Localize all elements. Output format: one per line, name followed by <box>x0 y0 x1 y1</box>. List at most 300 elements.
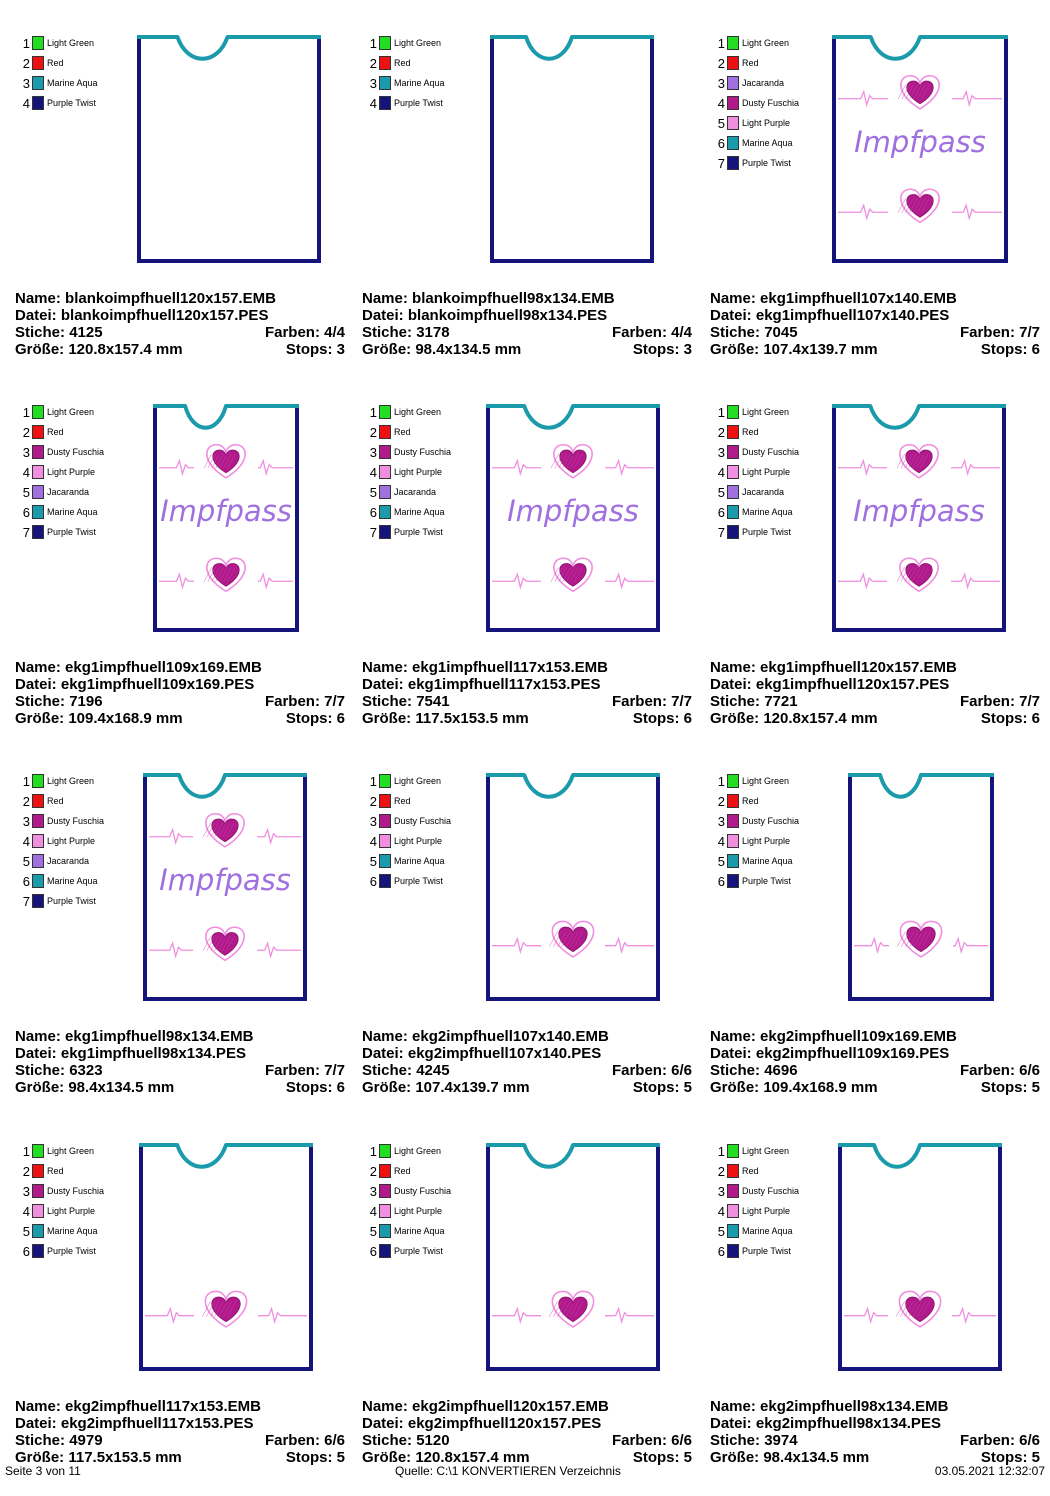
stops-label: Stops: <box>632 710 680 727</box>
design-preview <box>134 1139 318 1376</box>
legend-color-name: Purple Twist <box>394 876 443 886</box>
legend-number: 4 <box>22 1203 30 1219</box>
color-swatch <box>379 1164 391 1178</box>
file-label: Datei: <box>710 1415 752 1432</box>
legend-color-name: Purple Twist <box>47 896 96 906</box>
color-swatch <box>727 854 739 868</box>
legend-number: 7 <box>22 524 30 540</box>
color-swatch <box>379 485 391 499</box>
legend-row <box>20 771 104 791</box>
color-swatch <box>727 525 739 539</box>
legend-color-name: Purple Twist <box>742 158 791 168</box>
legend-row <box>367 502 451 522</box>
color-swatch <box>32 834 44 848</box>
legend-row <box>20 502 104 522</box>
legend-number: 5 <box>22 853 30 869</box>
stitch-count: 6323 <box>69 1062 103 1079</box>
file-label: Datei: <box>710 307 752 324</box>
legend-color-name: Light Purple <box>47 1206 96 1216</box>
stitches-label: Stiche: <box>362 324 413 341</box>
legend-number: 1 <box>369 404 377 420</box>
legend-color-name: Purple Twist <box>742 876 791 886</box>
legend-row <box>20 93 98 113</box>
color-count: 6/6 <box>1019 1062 1040 1079</box>
design-info <box>710 1028 1040 1096</box>
legend-number: 1 <box>22 1143 30 1159</box>
legend-color-name: Marine Aqua <box>47 507 98 517</box>
design-card <box>15 766 345 1126</box>
legend-number: 1 <box>717 404 725 420</box>
legend-number: 1 <box>22 773 30 789</box>
legend-number: 4 <box>22 95 30 111</box>
legend-number: 4 <box>22 833 30 849</box>
legend-number: 7 <box>369 524 377 540</box>
stop-count: 6 <box>336 710 345 727</box>
design-card <box>15 28 345 388</box>
design-info <box>710 290 1040 358</box>
legend-color-name: Purple Twist <box>742 527 791 537</box>
legend-color-name: Red <box>394 58 411 68</box>
color-swatch <box>727 1184 739 1198</box>
legend-color-name: Light Green <box>47 407 95 417</box>
color-count: 7/7 <box>324 1062 345 1079</box>
stitch-count: 4696 <box>764 1062 798 1079</box>
design-size: 109.4x168.9 mm <box>763 1079 878 1096</box>
size-label: Größe: <box>362 1079 412 1096</box>
design-name: ekg1impfhuell107x140.EMB <box>760 290 957 307</box>
legend-color-name: Purple Twist <box>47 1246 96 1256</box>
legend-row <box>367 482 451 502</box>
color-swatch <box>379 36 391 50</box>
name-label: Name: <box>362 290 408 307</box>
legend-number: 2 <box>369 55 377 71</box>
legend-color-name: Light Purple <box>742 836 791 846</box>
legend-number: 2 <box>717 424 725 440</box>
size-label: Größe: <box>15 1449 65 1466</box>
legend-number: 1 <box>22 35 30 51</box>
legend-color-name: Marine Aqua <box>394 78 445 88</box>
design-size: 98.4x134.5 mm <box>68 1079 175 1096</box>
legend-row <box>20 402 104 422</box>
legend-number: 3 <box>369 444 377 460</box>
legend-color-name: Light Green <box>47 776 95 786</box>
impfpass-text: Impfpass <box>160 493 292 528</box>
color-swatch <box>727 794 739 808</box>
legend-color-name: Dusty Fuschia <box>47 447 105 457</box>
legend-number: 4 <box>369 1203 377 1219</box>
name-label: Name: <box>15 1398 61 1415</box>
legend-row <box>715 33 799 53</box>
color-count: 7/7 <box>1019 693 1040 710</box>
legend-row <box>20 73 98 93</box>
legend-color-name: Light Purple <box>47 467 96 477</box>
color-count: 7/7 <box>671 693 692 710</box>
design-size: 107.4x139.7 mm <box>415 1079 530 1096</box>
stops-label: Stops: <box>980 341 1028 358</box>
legend-row <box>367 1161 451 1181</box>
legend-color-name: Light Purple <box>742 118 791 128</box>
legend-number: 3 <box>717 813 725 829</box>
legend-color-name: Purple Twist <box>47 527 96 537</box>
color-swatch <box>32 505 44 519</box>
file-label: Datei: <box>15 1415 57 1432</box>
size-label: Größe: <box>362 341 412 358</box>
design-card <box>710 397 1040 757</box>
design-size: 120.8x157.4 mm <box>68 341 183 358</box>
colors-label: Farben: <box>959 693 1015 710</box>
color-swatch <box>379 525 391 539</box>
legend-row <box>367 33 445 53</box>
stitch-count: 7721 <box>764 693 798 710</box>
legend-color-name: Light Purple <box>394 467 443 477</box>
legend-number: 4 <box>369 833 377 849</box>
legend-row <box>367 422 451 442</box>
legend-number: 6 <box>369 873 377 889</box>
colors-label: Farben: <box>611 324 667 341</box>
color-swatch <box>32 36 44 50</box>
design-file: ekg1impfhuell98x134.PES <box>60 1045 246 1062</box>
stop-count: 5 <box>1031 1449 1040 1466</box>
design-info <box>15 1028 345 1096</box>
color-swatch <box>379 794 391 808</box>
legend-color-name: Jacaranda <box>742 487 785 497</box>
stops-label: Stops: <box>980 710 1028 727</box>
impfpass-text: Impfpass <box>507 493 639 528</box>
colors-label: Farben: <box>264 693 320 710</box>
legend-number: 1 <box>22 404 30 420</box>
file-label: Datei: <box>710 676 752 693</box>
legend-row <box>367 851 451 871</box>
color-swatch <box>727 1204 739 1218</box>
stitches-label: Stiche: <box>710 1062 761 1079</box>
design-size: 120.8x157.4 mm <box>763 710 878 727</box>
legend-row <box>715 482 799 502</box>
stop-count: 5 <box>336 1449 345 1466</box>
color-legend <box>20 1141 104 1261</box>
design-size: 98.4x134.5 mm <box>415 341 522 358</box>
design-size: 109.4x168.9 mm <box>68 710 183 727</box>
design-info <box>15 1398 345 1466</box>
legend-row <box>715 422 799 442</box>
stop-count: 3 <box>336 341 345 358</box>
design-size: 98.4x134.5 mm <box>763 1449 870 1466</box>
legend-number: 5 <box>369 484 377 500</box>
legend-number: 4 <box>717 833 725 849</box>
design-name: ekg2impfhuell117x153.EMB <box>65 1398 261 1415</box>
design-name: ekg1impfhuell109x169.EMB <box>65 659 262 676</box>
color-legend <box>367 771 451 891</box>
color-swatch <box>379 1144 391 1158</box>
legend-row <box>20 811 104 831</box>
color-swatch <box>379 1184 391 1198</box>
legend-row <box>367 1241 451 1261</box>
color-swatch <box>32 1164 44 1178</box>
legend-row <box>367 53 445 73</box>
legend-row <box>367 1221 451 1241</box>
design-name: blankoimpfhuell98x134.EMB <box>412 290 615 307</box>
design-file: ekg1impfhuell109x169.PES <box>60 676 255 693</box>
legend-row <box>715 153 799 173</box>
legend-row <box>20 522 104 542</box>
legend-color-name: Light Purple <box>742 1206 791 1216</box>
legend-row <box>20 422 104 442</box>
name-label: Name: <box>710 1398 756 1415</box>
color-count: 6/6 <box>1019 1432 1040 1449</box>
legend-number: 1 <box>717 773 725 789</box>
legend-number: 5 <box>717 484 725 500</box>
legend-row <box>367 831 451 851</box>
stitch-count: 4125 <box>69 324 103 341</box>
legend-number: 3 <box>717 75 725 91</box>
legend-number: 6 <box>22 873 30 889</box>
color-swatch <box>32 425 44 439</box>
color-swatch <box>727 405 739 419</box>
stitch-count: 4979 <box>69 1432 103 1449</box>
design-preview <box>827 400 1011 637</box>
stitches-label: Stiche: <box>15 1432 66 1449</box>
file-label: Datei: <box>15 307 57 324</box>
color-swatch <box>32 485 44 499</box>
design-card <box>710 28 1040 388</box>
color-swatch <box>379 1244 391 1258</box>
stitches-label: Stiche: <box>15 693 66 710</box>
legend-color-name: Light Green <box>47 1146 95 1156</box>
legend-number: 1 <box>717 1143 725 1159</box>
design-preview <box>138 769 312 1006</box>
design-size: 107.4x139.7 mm <box>763 341 878 358</box>
legend-color-name: Red <box>47 1166 64 1176</box>
legend-color-name: Red <box>742 427 759 437</box>
design-card <box>362 766 692 1126</box>
color-count: 4/4 <box>324 324 345 341</box>
legend-color-name: Marine Aqua <box>47 1226 98 1236</box>
color-swatch <box>379 465 391 479</box>
legend-number: 5 <box>22 484 30 500</box>
legend-color-name: Marine Aqua <box>47 78 98 88</box>
legend-color-name: Marine Aqua <box>394 856 445 866</box>
design-info <box>362 290 692 358</box>
design-file: ekg2impfhuell109x169.PES <box>755 1045 950 1062</box>
legend-row <box>367 522 451 542</box>
file-label: Datei: <box>710 1045 752 1062</box>
legend-row <box>367 871 451 891</box>
legend-number: 2 <box>369 424 377 440</box>
size-label: Größe: <box>710 710 760 727</box>
legend-color-name: Light Green <box>742 776 790 786</box>
name-label: Name: <box>710 1028 756 1045</box>
color-count: 7/7 <box>1019 324 1040 341</box>
impfpass-text: Impfpass <box>853 493 985 528</box>
stitch-count: 5120 <box>416 1432 450 1449</box>
legend-row <box>20 791 104 811</box>
legend-number: 2 <box>369 1163 377 1179</box>
design-size: 117.5x153.5 mm <box>415 710 529 727</box>
legend-number: 7 <box>717 524 725 540</box>
legend-color-name: Marine Aqua <box>47 876 98 886</box>
legend-row <box>715 462 799 482</box>
design-name: ekg1impfhuell117x153.EMB <box>412 659 608 676</box>
stitches-label: Stiche: <box>362 1062 413 1079</box>
design-card <box>710 766 1040 1126</box>
color-swatch <box>32 1144 44 1158</box>
color-swatch <box>727 874 739 888</box>
color-count: 7/7 <box>324 693 345 710</box>
design-preview <box>481 1139 665 1376</box>
legend-color-name: Light Green <box>394 776 442 786</box>
design-size: 120.8x157.4 mm <box>415 1449 530 1466</box>
design-name: ekg1impfhuell120x157.EMB <box>760 659 957 676</box>
legend-row <box>715 851 799 871</box>
stops-label: Stops: <box>285 1079 333 1096</box>
footer-source: Quelle: C:\1 KONVERTIEREN Verzeichnis <box>395 1464 621 1478</box>
color-swatch <box>727 774 739 788</box>
legend-number: 4 <box>717 464 725 480</box>
name-label: Name: <box>15 1028 61 1045</box>
legend-color-name: Marine Aqua <box>742 1226 793 1236</box>
color-swatch <box>727 156 739 170</box>
legend-row <box>367 771 451 791</box>
design-card <box>362 1136 692 1496</box>
color-swatch <box>32 1244 44 1258</box>
legend-row <box>367 73 445 93</box>
legend-row <box>20 871 104 891</box>
legend-color-name: Marine Aqua <box>742 507 793 517</box>
legend-row <box>715 502 799 522</box>
legend-color-name: Red <box>394 427 411 437</box>
color-swatch <box>32 874 44 888</box>
legend-number: 2 <box>369 793 377 809</box>
color-legend <box>715 402 799 542</box>
color-swatch <box>727 76 739 90</box>
stops-label: Stops: <box>285 341 333 358</box>
impfpass-text: Impfpass <box>854 124 986 159</box>
stop-count: 6 <box>336 1079 345 1096</box>
design-preview <box>481 400 665 637</box>
design-file: ekg1impfhuell120x157.PES <box>755 676 950 693</box>
design-name: blankoimpfhuell120x157.EMB <box>65 290 276 307</box>
legend-number: 6 <box>717 504 725 520</box>
legend-row <box>715 133 799 153</box>
design-preview <box>485 31 659 268</box>
color-count: 6/6 <box>671 1062 692 1079</box>
stops-label: Stops: <box>632 1449 680 1466</box>
legend-row <box>715 831 799 851</box>
legend-number: 5 <box>369 853 377 869</box>
legend-color-name: Red <box>47 796 64 806</box>
legend-color-name: Marine Aqua <box>742 856 793 866</box>
legend-number: 7 <box>717 155 725 171</box>
legend-color-name: Red <box>47 58 64 68</box>
legend-color-name: Red <box>742 58 759 68</box>
color-swatch <box>32 56 44 70</box>
legend-color-name: Light Green <box>394 1146 442 1156</box>
legend-color-name: Dusty Fuschia <box>742 816 800 826</box>
legend-number: 4 <box>369 95 377 111</box>
legend-row <box>20 482 104 502</box>
legend-row <box>715 93 799 113</box>
stops-label: Stops: <box>632 341 680 358</box>
legend-number: 6 <box>369 504 377 520</box>
legend-row <box>20 891 104 911</box>
colors-label: Farben: <box>611 693 667 710</box>
color-legend <box>715 1141 799 1261</box>
color-swatch <box>727 136 739 150</box>
legend-number: 2 <box>717 55 725 71</box>
color-swatch <box>727 96 739 110</box>
design-name: ekg2impfhuell120x157.EMB <box>412 1398 609 1415</box>
stop-count: 5 <box>1031 1079 1040 1096</box>
stitch-count: 7196 <box>69 693 103 710</box>
color-swatch <box>727 1144 739 1158</box>
legend-number: 4 <box>369 464 377 480</box>
stops-label: Stops: <box>632 1079 680 1096</box>
stops-label: Stops: <box>980 1449 1028 1466</box>
legend-color-name: Light Green <box>394 38 442 48</box>
colors-label: Farben: <box>264 1432 320 1449</box>
legend-number: 6 <box>22 1243 30 1259</box>
stop-count: 6 <box>683 710 692 727</box>
legend-color-name: Dusty Fuschia <box>394 816 452 826</box>
color-legend <box>20 771 104 911</box>
color-swatch <box>32 1224 44 1238</box>
design-file: ekg2impfhuell107x140.PES <box>407 1045 602 1062</box>
stop-count: 5 <box>683 1449 692 1466</box>
legend-row <box>367 811 451 831</box>
legend-row <box>20 1181 104 1201</box>
color-count: 4/4 <box>671 324 692 341</box>
color-swatch <box>32 1204 44 1218</box>
legend-number: 5 <box>717 853 725 869</box>
legend-number: 3 <box>22 813 30 829</box>
size-label: Größe: <box>710 341 760 358</box>
design-file: ekg1impfhuell107x140.PES <box>755 307 950 324</box>
color-legend <box>20 402 104 542</box>
color-swatch <box>379 76 391 90</box>
design-info <box>710 1398 1040 1466</box>
design-preview <box>833 1139 1007 1376</box>
legend-number: 2 <box>717 1163 725 1179</box>
legend-color-name: Marine Aqua <box>394 1226 445 1236</box>
colors-label: Farben: <box>611 1432 667 1449</box>
legend-color-name: Purple Twist <box>394 527 443 537</box>
legend-color-name: Dusty Fuschia <box>47 1186 105 1196</box>
legend-number: 2 <box>717 793 725 809</box>
legend-color-name: Light Green <box>742 38 790 48</box>
file-label: Datei: <box>362 1045 404 1062</box>
legend-number: 6 <box>369 1243 377 1259</box>
legend-color-name: Light Purple <box>394 1206 443 1216</box>
color-swatch <box>727 505 739 519</box>
color-count: 6/6 <box>324 1432 345 1449</box>
legend-row <box>20 831 104 851</box>
stitches-label: Stiche: <box>15 324 66 341</box>
design-info <box>15 290 345 358</box>
legend-number: 2 <box>22 424 30 440</box>
design-card <box>15 1136 345 1496</box>
legend-number: 5 <box>369 1223 377 1239</box>
legend-row <box>20 53 98 73</box>
color-swatch <box>727 425 739 439</box>
stitch-count: 3178 <box>416 324 450 341</box>
design-card <box>362 397 692 757</box>
legend-color-name: Dusty Fuschia <box>742 447 800 457</box>
design-card <box>15 397 345 757</box>
name-label: Name: <box>362 659 408 676</box>
color-swatch <box>32 894 44 908</box>
color-swatch <box>32 525 44 539</box>
legend-color-name: Light Green <box>47 38 95 48</box>
stops-label: Stops: <box>285 710 333 727</box>
